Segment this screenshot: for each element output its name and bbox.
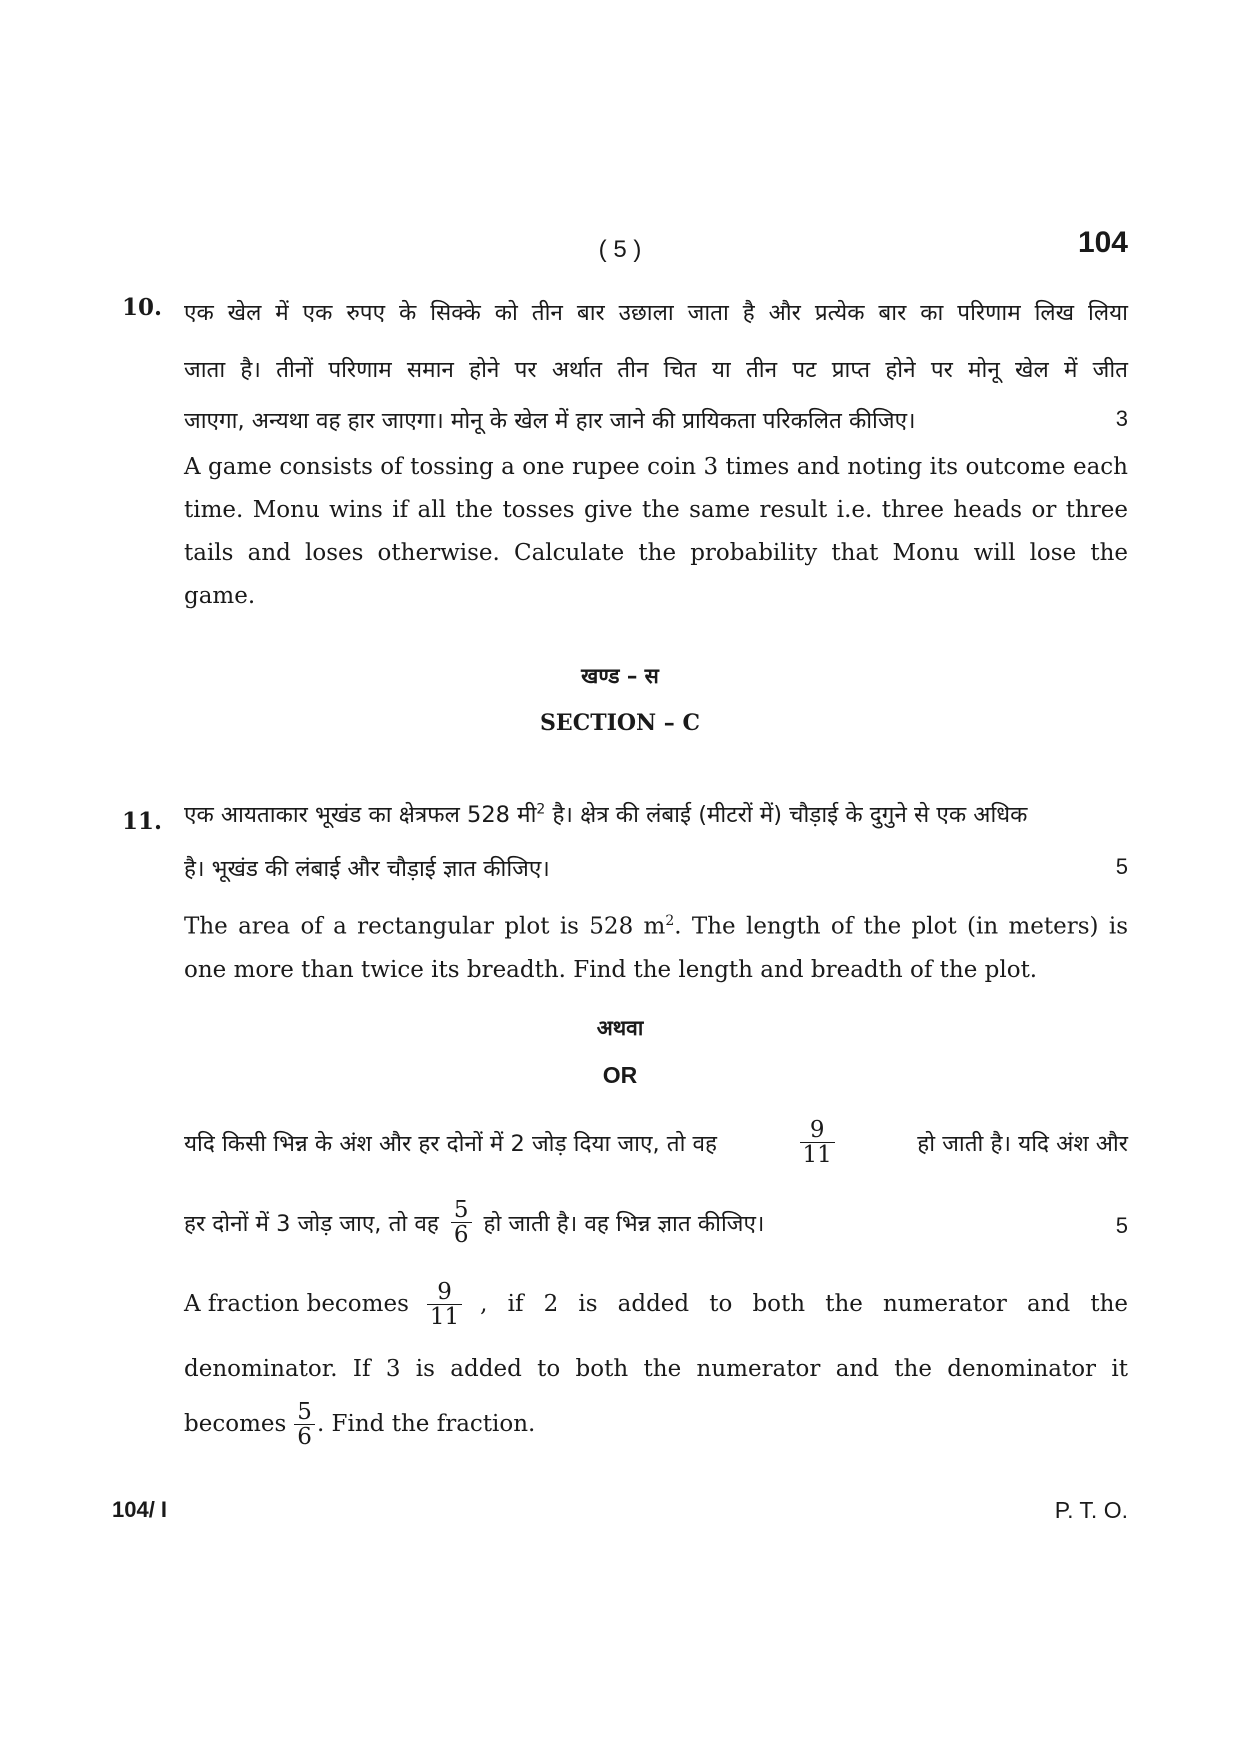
q11-marks: 5 [1115, 854, 1128, 879]
q11-alt-hindi-line-1-pre: यदि किसी भिन्न के अंश और हर दोनों में 2 जोड़ दिया जाए, तो वह [184, 1131, 718, 1158]
footer-paper-code: 104/ I [112, 1497, 168, 1522]
q11-alt-english-line-3-post: . Find the fraction. [316, 1411, 536, 1438]
q11-alt-hindi-line-1-post: हो जाती है। यदि अंश और [917, 1131, 1128, 1158]
q11-english-pre: The area of a rectangular plot is 528 m [184, 913, 666, 940]
q11-hindi-line-1-post: है। क्षेत्र की लंबाई (मीटरों में) चौड़ाई के दुगुने से एक अधिक [545, 802, 1028, 828]
fraction-numerator: 9 [809, 1117, 825, 1143]
fraction-denominator: 11 [427, 1304, 462, 1329]
q11-alt-english-line-1-post: , if 2 is added to both the numerator and the [480, 1291, 1128, 1318]
q10-hindi-line-2: जाता है। तीनों परिणाम समान होने पर अर्थात तीन चित या तीन पट प्राप्त होने पर मोनू खेल में जीत [184, 357, 1128, 383]
fraction-denominator: 11 [800, 1142, 835, 1167]
q10-marks: 3 [1115, 406, 1128, 431]
or-hindi: अथवा [596, 1016, 644, 1040]
q11-alt-english-line-1-pre: A fraction becomes [184, 1291, 409, 1318]
q11-alt-english-line-3 [184, 1400, 535, 1449]
q10-english-text: A game consists of tossing a one rupee coin 3 times and noting its outcome each time. Monu wins if all the tosses give the same result i.e. three heads or three tails and loses otherwise. Calculate the probability that Monu will lose the game. [184, 454, 1128, 609]
q11-alt-hindi-line-2-pre: हर दोनों में 3 जोड़ जाए, तो वह [184, 1211, 439, 1238]
or-english: OR [602, 1062, 638, 1088]
page-number: ( 5 ) [598, 236, 642, 263]
q11-alt-english-line-3-pre: becomes [184, 1411, 287, 1438]
fraction-5-6-english [294, 1400, 315, 1449]
q11-alt-marks: 5 [1115, 1213, 1128, 1238]
section-title-english: SECTION – C [540, 710, 700, 736]
q11-english-post: . The length of the plot (in meters) is one more than twice its breadth. Find the length and breadth of the plot. [184, 913, 1128, 983]
fraction-denominator: 6 [294, 1424, 315, 1449]
paper-code: 104 [1077, 226, 1128, 259]
q11-hindi-superscript: 2 [536, 801, 546, 818]
q11-english-superscript: 2 [665, 913, 675, 929]
q11-hindi-line-2: है। भूखंड की लंबाई और चौड़ाई ज्ञात कीजिए। [184, 856, 550, 882]
fraction-9-11 [800, 1118, 835, 1167]
q11-alt-english-line-1 [184, 1280, 1128, 1329]
q11-hindi-line-1 [184, 798, 1128, 829]
section-title-hindi: खण्ड – स [581, 664, 659, 688]
q11-english-text [184, 900, 1128, 992]
fraction-numerator: 5 [297, 1399, 312, 1425]
question-11-number: 11. [122, 808, 163, 835]
fraction-denominator: 6 [451, 1222, 472, 1247]
fraction-numerator: 5 [453, 1197, 469, 1223]
fraction-9-11-english [427, 1280, 462, 1329]
q10-hindi-line-3: जाएगा, अन्यथा वह हार जाएगा। मोनू के खेल में हार जाने की प्रायिकता परिकलित कीजिए। [184, 408, 916, 434]
q11-alt-english-line-2: denominator. If 3 is added to both the numerator and the denominator it [184, 1356, 1128, 1382]
q11-alt-hindi-line-2-post: हो जाती है। वह भिन्न ज्ञात कीजिए। [483, 1211, 765, 1238]
q10-hindi-line-1: एक खेल में एक रुपए के सिक्के को तीन बार उछाला जाता है और प्रत्येक बार का परिणाम लिख लिया [184, 300, 1128, 326]
q11-alt-hindi-line-2 [184, 1198, 764, 1247]
fraction-numerator: 9 [437, 1279, 452, 1305]
question-10-number: 10. [122, 294, 163, 321]
q11-hindi-line-1-pre: एक आयताकार भूखंड का क्षेत्रफल 528 मी [184, 802, 537, 828]
footer-pto: P. T. O. [1054, 1497, 1128, 1523]
fraction-5-6 [451, 1198, 472, 1247]
q11-alt-hindi-line-1 [184, 1118, 1128, 1167]
